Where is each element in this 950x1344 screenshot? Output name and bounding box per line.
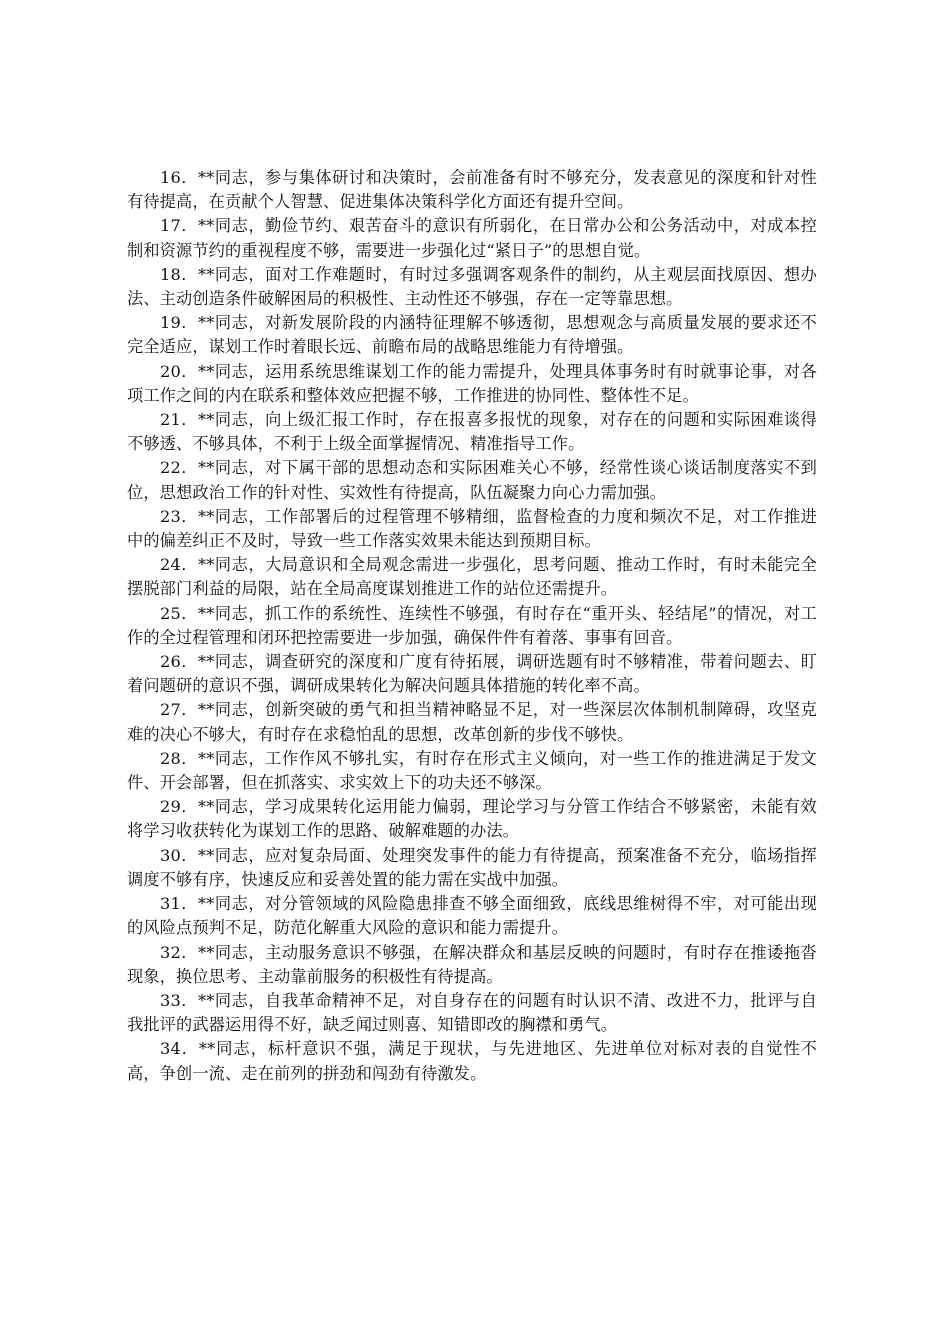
list-item: 33．**同志，自我革命精神不足，对自身存在的问题有时认识不清、改进不力，批评与自我批评的武器运用得不好，缺乏闻过则喜、知错即改的胸襟和勇气。 (127, 990, 817, 1035)
list-item: 19．**同志，对新发展阶段的内涵特征理解不够透彻，思想观念与高质量发展的要求还不完全适应，谋划工作时着眼长远、前瞻布局的战略思维能力有待增强。 (127, 313, 817, 357)
list-item: 18．**同志，面对工作难题时，有时过多强调客观条件的制约，从主观层面找原因、想办法、主动创造条件破解困局的积极性、主动性还不够强，存在一定等靠思想。 (127, 264, 817, 309)
list-item: 24．**同志，大局意识和全局观念需进一步强化，思考问题、推动工作时，有时未能完全摆脱部门利益的局限，站在全局高度谋划推进工作的站位还需提升。 (127, 555, 817, 599)
list-item: 16．**同志，参与集体研讨和决策时，会前准备有时不够充分，发表意见的深度和针对性有待提高，在贡献个人智慧、促进集体决策科学化方面还有提升空间。 (127, 168, 817, 212)
list-item: 26．**同志，调查研究的深度和广度有待拓展，调研选题有时不够精准，带着问题去、盯着问题研的意识不强，调研成果转化为解决问题具体措施的转化率不高。 (127, 652, 817, 696)
list-item: 27．**同志，创新突破的勇气和担当精神略显不足，对一些深层次体制机制障碍，攻坚克难的决心不够大，有时存在求稳怕乱的思想，改革创新的步伐不够快。 (127, 700, 817, 744)
list-item: 23．**同志，工作部署后的过程管理不够精细，监督检查的力度和频次不足，对工作推进中的偏差纠正不及时，导致一些工作落实效果未能达到预期目标。 (127, 506, 817, 551)
list-item: 17．**同志，勤俭节约、艰苦奋斗的意识有所弱化，在日常办公和公务活动中，对成本控制和资源节约的重视程度不够，需要进一步强化过“紧日子”的思想自觉。 (127, 216, 817, 260)
list-item: 21．**同志，向上级汇报工作时，存在报喜多报忧的现象，对存在的问题和实际困难谈得不够透、不够具体，不利于上级全面掌握情况、精准指导工作。 (127, 410, 817, 454)
list-item: 28．**同志，工作作风不够扎实，有时存在形式主义倾向，对一些工作的推进满足于发文件、开会部署，但在抓落实、求实效上下的功夫还不够深。 (127, 748, 817, 793)
list-item: 25．**同志，抓工作的系统性、连续性不够强，有时存在“重开头、轻结尾”的情况，对工作的全过程管理和闭环把控需要进一步加强，确保件件有着落、事事有回音。 (127, 603, 817, 647)
list-item: 30．**同志，应对复杂局面、处理突发事件的能力有待提高，预案准备不充分，临场指挥调度不够有序，快速反应和妥善处置的能力需在实战中加强。 (127, 845, 817, 889)
list-item: 31．**同志，对分管领域的风险隐患排查不够全面细致，底线思维树得不牢，对可能出现的风险点预判不足，防范化解重大风险的意识和能力需提升。 (127, 894, 817, 938)
list-item: 29．**同志，学习成果转化运用能力偏弱，理论学习与分管工作结合不够紧密，未能有效将学习收获转化为谋划工作的思路、破解难题的办法。 (127, 797, 817, 841)
list-item: 22．**同志，对下属干部的思想动态和实际困难关心不够，经常性谈心谈话制度落实不到位，思想政治工作的针对性、实效性有待提高，队伍凝聚力向心力需加强。 (127, 458, 817, 502)
list-item: 20．**同志，运用系统思维谋划工作的能力需提升，处理具体事务时有时就事论事，对各项工作之间的内在联系和整体效应把握不够，工作推进的协同性、整体性不足。 (127, 361, 817, 405)
list-item: 34．**同志，标杆意识不强，满足于现状，与先进地区、先进单位对标对表的自觉性不高，争创一流、走在前列的拼劲和闯劲有待激发。 (127, 1039, 817, 1083)
list-item: 32．**同志，主动服务意识不够强，在解决群众和基层反映的问题时，有时存在推诿拖沓现象，换位思考、主动靠前服务的积极性有待提高。 (127, 942, 817, 986)
document-body (127, 166, 817, 1086)
